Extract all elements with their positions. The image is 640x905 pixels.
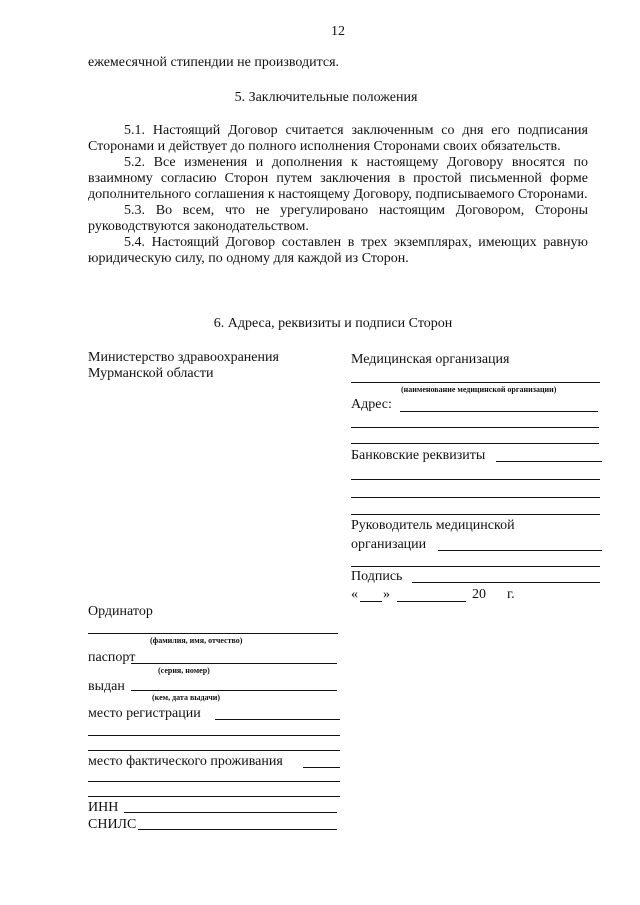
issued-label: выдан (88, 679, 125, 694)
snils-line[interactable] (138, 829, 337, 830)
page-number: 12 (331, 24, 345, 39)
section-6-title: 6. Адреса, реквизиты и подписи Сторон (213, 316, 453, 331)
passport-label: паспорт (88, 650, 136, 665)
bank-details-label: Банковские реквизиты (351, 448, 486, 463)
address-line-2[interactable] (351, 427, 599, 428)
registration-label: место регистрации (88, 706, 201, 721)
med-org-name-line[interactable] (351, 382, 600, 383)
head-name-line[interactable] (438, 550, 602, 551)
paragraph-5-3: 5.3. Во всем, что не урегулировано настоящим Договором, Стороны руководствуются законодательством. (88, 203, 588, 234)
passport-line[interactable] (131, 663, 337, 664)
bank-details-line-2[interactable] (351, 479, 600, 480)
med-org-title: Медицинская организация (351, 352, 510, 367)
residence-label: место фактического проживания (88, 754, 283, 769)
bank-details-line-3[interactable] (351, 497, 600, 498)
resident-title: Ординатор (88, 604, 153, 619)
ministry-name-line1: Министерство здравоохранения (88, 350, 279, 365)
carry-over-line: ежемесячной стипендии не производится. (88, 55, 340, 70)
residence-line-3[interactable] (88, 796, 340, 797)
signature-line[interactable] (412, 582, 600, 583)
med-org-name-caption: (наименование медицинской организации) (401, 385, 557, 394)
date-day-line[interactable] (360, 601, 382, 602)
registration-line-1[interactable] (215, 719, 340, 720)
paragraph-5-2: 5.2. Все изменения и дополнения к настоящему Договору вносятся по взаимному согласию Сторон путем заключения в простой письменной форме дополнительного соглашения к настоящему Договору, подписываемого Сторонами. (88, 155, 588, 202)
paragraph-5-4: 5.4. Настоящий Договор составлен в трех экземплярах, имеющих равную юридическую силу, по одному для каждой из Сторон. (88, 235, 588, 266)
address-line-1[interactable] (400, 411, 598, 412)
paragraph-5-1: 5.1. Настоящий Договор считается заключенным со дня его подписания Сторонами и действует до полного исполнения Сторонами своих обязательств. (88, 123, 588, 154)
date-month-line[interactable] (397, 601, 466, 602)
section-5-body (88, 123, 588, 267)
signature-label: Подпись (351, 569, 403, 584)
head-label-line1: Руководитель медицинской (351, 518, 515, 533)
issued-caption: (кем, дата выдачи) (152, 693, 221, 702)
passport-caption: (серия, номер) (158, 666, 210, 675)
inn-label: ИНН (88, 800, 119, 815)
date-year-prefix: 20 (472, 587, 486, 602)
residence-line-1[interactable] (303, 767, 340, 768)
date-year-suffix: г. (507, 587, 515, 602)
date-quote-close: » (383, 587, 390, 602)
registration-line-3[interactable] (88, 750, 340, 751)
resident-fio-caption: (фамилия, имя, отчество) (150, 636, 243, 645)
date-quote-open: « (351, 587, 358, 602)
section-5-title: 5. Заключительные положения (234, 90, 418, 105)
bank-details-line-4[interactable] (351, 514, 600, 515)
inn-line[interactable] (124, 812, 337, 813)
head-extra-line[interactable] (351, 566, 600, 567)
bank-details-line-1[interactable] (496, 461, 602, 462)
issued-line[interactable] (131, 690, 337, 691)
resident-fio-line[interactable] (88, 633, 338, 634)
head-label-line2: организации (351, 537, 427, 552)
address-label: Адрес: (351, 397, 392, 412)
registration-line-2[interactable] (88, 735, 340, 736)
snils-label: СНИЛС (88, 817, 137, 832)
address-line-3[interactable] (351, 443, 599, 444)
ministry-name-line2: Мурманской области (88, 366, 214, 381)
residence-line-2[interactable] (88, 781, 340, 782)
